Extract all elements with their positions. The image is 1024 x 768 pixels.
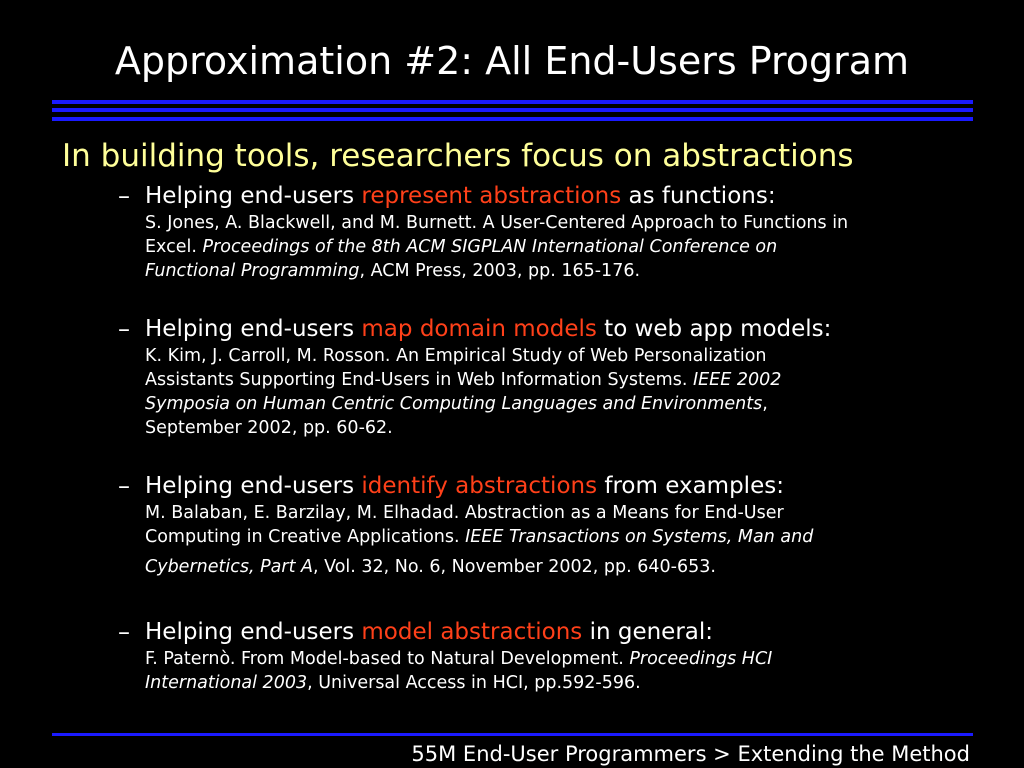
citation-line: September 2002, pp. 60-62. (145, 418, 393, 438)
citation-line (145, 525, 978, 549)
bullet-text (145, 617, 978, 647)
slide-title: Approximation #2: All End-Users Program (114, 39, 910, 83)
bullet-prefix: Helping end-users (145, 473, 362, 499)
bullet-model-abstractions (118, 617, 978, 695)
citation-line (145, 259, 978, 283)
citation-line (145, 368, 978, 392)
citation-text: Assistants Supporting End-Users in Web Information Systems. (145, 370, 693, 390)
citation-text: , Vol. 32, No. 6, November 2002, pp. 640-653. (312, 557, 716, 577)
citation-venue: Proceedings HCI (629, 649, 773, 669)
citation-line: S. Jones, A. Blackwell, and M. Burnett. A User-Centered Approach to Functions in (145, 213, 849, 233)
bullet-dash: – (118, 618, 130, 646)
bullet-highlight: map domain models (361, 316, 597, 342)
citation-venue: International 2003 (145, 673, 308, 693)
bullet-text (145, 181, 978, 211)
bullet-dash: – (118, 472, 130, 500)
bullet-text (145, 471, 978, 501)
bullet-represent-abstractions (118, 181, 978, 283)
citation-line (145, 647, 978, 671)
bullet-identify-abstractions (118, 471, 978, 579)
bullet-highlight: represent abstractions (361, 183, 622, 209)
citation-venue: Functional Programming (145, 261, 360, 281)
bullet-dash: – (118, 182, 130, 210)
bullet-map-domain-models (118, 314, 978, 440)
bullet-text (145, 314, 978, 344)
citation-text: Excel. (145, 237, 203, 257)
bullet-highlight: model abstractions (361, 619, 583, 645)
title-rule-bottom (52, 117, 973, 121)
title-rule-top (52, 100, 973, 104)
citation-venue: IEEE Transactions on Systems, Man and (465, 527, 814, 547)
citation-venue: Symposia on Human Centric Computing Languages and Environments (145, 394, 763, 414)
bullet-highlight: identify abstractions (361, 473, 598, 499)
citation-venue: IEEE 2002 (692, 370, 782, 390)
citation (145, 211, 978, 283)
citation-line (145, 555, 978, 579)
bullet-suffix: from examples: (597, 473, 784, 499)
bullet-suffix: to web app models: (596, 316, 832, 342)
footer-breadcrumb: 55M End-User Programmers > Extending the Method (411, 742, 970, 766)
citation-line: K. Kim, J. Carroll, M. Rosson. An Empirical Study of Web Personalization (145, 346, 767, 366)
citation-line (145, 235, 978, 259)
citation-text: F. Paternò. From Model-based to Natural Development. (145, 649, 630, 669)
citation (145, 647, 978, 695)
section-heading: In building tools, researchers focus on abstractions (62, 138, 854, 174)
bullet-dash: – (118, 315, 130, 343)
citation (145, 501, 978, 579)
citation (145, 344, 978, 440)
citation-text: , (762, 394, 768, 414)
citation-text: Computing in Creative Applications. (145, 527, 466, 547)
bullet-prefix: Helping end-users (145, 619, 362, 645)
citation-line (145, 392, 978, 416)
citation-text: , ACM Press, 2003, pp. 165-176. (359, 261, 641, 281)
citation-line (145, 671, 978, 695)
citation-venue: Proceedings of the 8th ACM SIGPLAN International Conference on (202, 237, 778, 257)
footer-rule (52, 733, 973, 736)
citation-line: M. Balaban, E. Barzilay, M. Elhadad. Abstraction as a Means for End-User (145, 503, 784, 523)
title-rule-middle (52, 108, 973, 112)
bullet-prefix: Helping end-users (145, 183, 362, 209)
bullet-prefix: Helping end-users (145, 316, 362, 342)
bullet-suffix: in general: (582, 619, 714, 645)
citation-venue: Cybernetics, Part A (145, 557, 313, 577)
bullet-suffix: as functions: (621, 183, 776, 209)
citation-text: , Universal Access in HCI, pp.592-596. (307, 673, 641, 693)
